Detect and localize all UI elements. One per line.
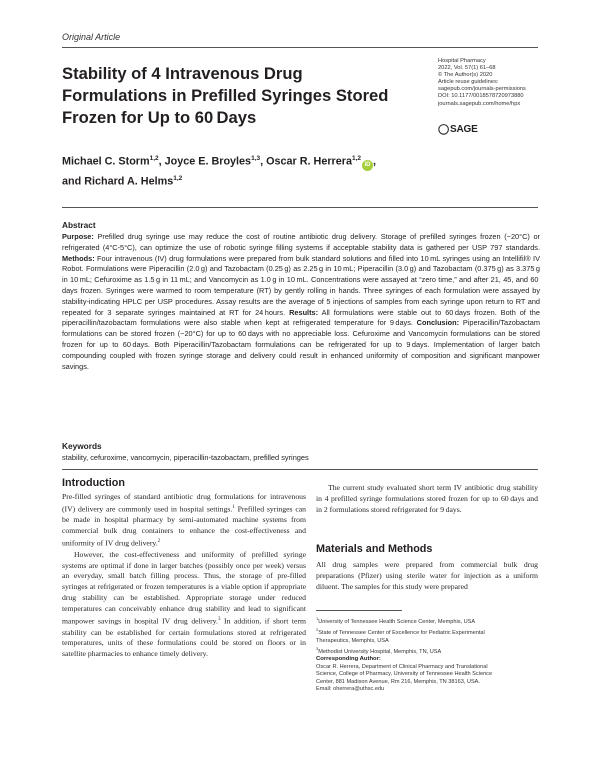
corresponding-line: Oscar R. Herrera, Department of Clinical Pharmacy and Translational (316, 664, 488, 670)
purpose-label: Purpose: (62, 232, 94, 241)
reference-link[interactable]: 2 (157, 539, 161, 545)
introduction-body (62, 492, 306, 660)
introduction-text: Pre-filled syringes of standard antibiotic drug formulations for intravenous (IV) delivery are commonly used in hospital settings. (62, 492, 306, 514)
current-study-paragraph: The current study evaluated short term IV antibiotic drug stability in 4 prefilled syringe formulations stored frozen for up to 60 days and in 2 formulations stored refrigerated for 9 days. (316, 483, 538, 514)
introduction-text: However, the cost-effectiveness and uniformity of prefilled syringe systems are optimal if done in larger batches (possibly once per week) versus an everyday, small batch filling process. Thus, the storage of pre-filled syringes at refrigerated or frozen temperatures is a viable option if appropriate drug stability can be established. Appropriate storage under reduced temperatures can conceivably enhance drug stability and lead to significant manpower savings in hospital IV drug delivery. (62, 549, 306, 626)
materials-methods-heading: Materials and Methods (316, 543, 433, 555)
corresponding-author-details (316, 664, 540, 694)
keywords-rule (62, 469, 538, 470)
conclusion-label: Conclusion: (416, 318, 460, 328)
affiliation-line (316, 638, 540, 645)
author-list: Michael C. Storm$^{1,2}$, Joyce E. Broyles$^{1,3}$, Oscar R. Herrera$^{1,2}$iD , and Richard A. Helms$^{1,2}$ (62, 155, 376, 188)
introduction-paragraph (62, 492, 306, 550)
introduction-heading: Introduction (62, 477, 125, 489)
copyright: © The Author(s) 2020 (438, 72, 493, 79)
affiliation-number: 3 (316, 645, 319, 651)
journal-homepage-link[interactable]: journals.sagepub.com/home/hpx (438, 100, 521, 107)
author-name: Joyce E. Broyles (164, 155, 252, 168)
header-rule (62, 47, 538, 48)
author-name: Oscar R. Herrera (266, 155, 352, 168)
reference-link[interactable]: 1 (232, 504, 235, 510)
introduction-text: Prefilled syringes can be made in hospital pharmacy by semi-automated machine systems from commercial bulk drug containers to enhance the cost-effectiveness and uniformity of IV drug delivery. (62, 504, 306, 548)
affiliation-text: Therapeutics, Memphis, USA (316, 637, 389, 644)
doi[interactable]: DOI: 10.1177/0018578720973880 (438, 93, 524, 100)
author-affiliation: 1,2 (351, 155, 361, 162)
journal-info (438, 58, 568, 108)
footnote-rule (316, 610, 402, 611)
journal-volume: 2022, Vol. 57(1) 61–68 (438, 65, 496, 72)
abstract-heading: Abstract (62, 220, 96, 230)
reference-link[interactable]: 3 (217, 617, 221, 623)
purpose-text: Prefilled drug syringe use may reduce the cost of routine antibiotic drug delivery. Storage of prefilled syringes frozen (−20°C) or refrigerated (4°C-5°C), can optimize the use of robotic syringe filling systems if acceptable stability data is gathered per USP 797 standards. (62, 232, 541, 252)
results-label: Results: (289, 307, 319, 317)
conclusion-text: Piperacillin/Tazobactam formulations can be stored frozen (−20°C) for up to 60 days with no appreciable loss. Cefuroxime and Vancomycin formulations can be stored frozen for up to 60 days. Both Piperacillin/Tazobactam formulations can be refrigerated for up to 9 days. Implementation of larger batch compounding coupled with frozen syringe storage and delivery could result in enhanced uniformity of composition and significant manpower savings. (62, 318, 540, 371)
results-text: All formulations were stable out to 60 days frozen. Both of the piperacillin/tazobactam formulations were also stable when kept at refrigerated temperature for 9 days. (62, 307, 540, 328)
abstract-body (62, 232, 540, 372)
keywords-heading: Keywords (62, 441, 102, 451)
author-affiliation: 1,3 (251, 155, 261, 162)
keywords-text: stability, cefuroxime, vancomycin, piperacillin-tazobactam, prefilled syringes (62, 453, 309, 462)
author-conjunction: and (62, 175, 82, 188)
affiliation-text: State of Tennessee Center of Excellence for Pediatric Experimental (318, 630, 485, 637)
affiliation-text: Methodist University Hospital, Memphis, TN, USA (318, 648, 442, 655)
article-title: Stability of 4 Intravenous Drug Formulations in Prefilled Syringes Stored Frozen for Up to 60 Days (62, 64, 389, 127)
author-name: Richard A. Helms (84, 175, 174, 188)
author-name: Michael C. Storm (62, 155, 150, 168)
abstract-rule (62, 207, 538, 208)
reuse-label: Article reuse guidelines: (438, 79, 499, 86)
affiliation-number: 2 (316, 627, 319, 633)
sage-logo-icon: ◯ (438, 124, 449, 135)
affiliation-line (316, 615, 540, 626)
affiliations (316, 615, 540, 656)
methods-label: Methods: (62, 253, 95, 263)
orcid-icon[interactable]: iD (362, 160, 373, 171)
corresponding-line: Center, 881 Madison Avenue, Rm 216, Memphis, TN 38163, USA. (316, 678, 480, 685)
sage-logo-text: SAGE (450, 124, 478, 135)
affiliation-line (316, 626, 540, 637)
sage-logo (438, 124, 478, 135)
affiliation-number: 1 (316, 616, 319, 621)
author-affiliation: 1,2 (149, 155, 159, 162)
methods-text: Four intravenous (IV) drug formulations were prepared from bulk standard solutions and filled into 10 mL syringes using an Intellifil® IV Robot. Formulations were Piperacillin (2.0 g) and Tazobactam (0.25 g) as 2.25 g in 10 mL; Piperacillin (3.0 g) and Tazobactam (0.375 g) as 3.375 g in 10 mL; Cefuroxime as 1.5 g in 11 mL; and Vancomycin as 1.0 g in 10 mL. Concentrations were assayed at “zero time,” and after 21, 45, and 60 days frozen. Syringes were warmed to room temperature (RT) by gently rolling in hands. Three syringes of each formulation were assayed by stability-indicating HPLC per USP procedures. Assay results are the average of 5 injections of samples from each syringe upon return to RT and repeated for 3 separate syringes maintained at RT for 24 hours. (62, 253, 540, 317)
corresponding-author-heading: Corresponding Author: (316, 656, 381, 662)
permissions-link[interactable]: sagepub.com/journals-permissions (438, 86, 526, 93)
introduction-paragraph (62, 550, 306, 661)
journal-name: Hospital Pharmacy (438, 58, 486, 64)
author-affiliation: 1,2 (173, 174, 183, 182)
affiliation-text: University of Tennessee Health Science Center, Memphis, USA (318, 618, 476, 625)
corresponding-email[interactable]: Email: oherrera@uthsc.edu (316, 686, 385, 693)
corresponding-line: Science, College of Pharmacy, University of Tennessee Health Science (316, 671, 493, 678)
article-type-label: Original Article (62, 32, 121, 42)
affiliation-line (316, 645, 540, 656)
introduction-text: In addition, if short term stability can be established for certain formulations stored at refrigerated temperatures, units of these formulations could be stored on floors or in satellite pharmacies to enhance timely delivery. (62, 616, 306, 659)
materials-methods-text: All drug samples were prepared from commercial bulk drug preparations (Pfizer) using sterile water for injection as a uniform diluent. The samples for this study were prepared (316, 560, 538, 591)
